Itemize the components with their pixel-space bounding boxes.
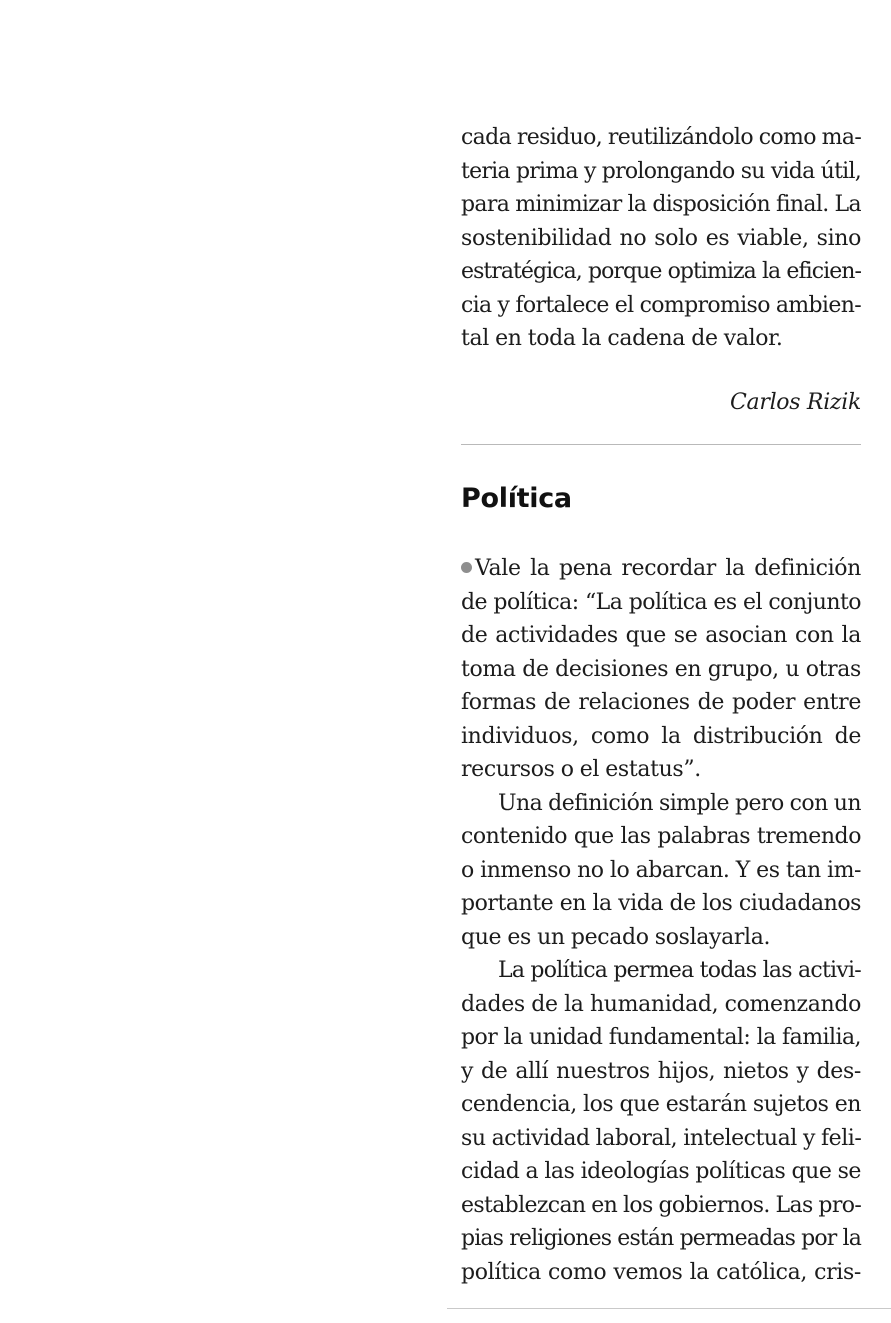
body-line: o inmenso no lo abarcan. Y es tan im-: [461, 857, 861, 883]
body-line: para minimizar la disposición final. La: [461, 192, 861, 217]
body-line: pias religiones están permeadas por la: [461, 1226, 861, 1251]
body-line: cidad a las ideologías políticas que se: [461, 1159, 861, 1184]
paragraph: [461, 787, 861, 955]
letter-continuation: [461, 121, 861, 356]
body-line: política como vemos la católica, cris-: [461, 1259, 861, 1285]
section-title: Política: [461, 483, 572, 514]
body-line: toma de decisiones en grupo, u otras: [461, 656, 861, 682]
paragraph: [461, 552, 861, 787]
body-line: de política: “La política es el conjunto: [461, 589, 861, 615]
author-signature: Carlos Rizik: [730, 390, 861, 415]
letter-body: [461, 552, 861, 1289]
paragraph: [461, 954, 861, 1289]
body-line: estratégica, porque optimiza la eficien-: [461, 259, 861, 284]
body-line: establezcan en los gobiernos. Las pro-: [461, 1192, 862, 1218]
body-line: [461, 552, 861, 586]
body-line-text: Vale la pena recordar la definición: [475, 556, 861, 581]
body-line: cada residuo, reutilizándolo como ma-: [461, 125, 862, 150]
body-line: contenido que las palabras tremendo: [461, 824, 861, 849]
page-bottom-rule: [447, 1308, 891, 1309]
body-line: Una definición simple pero con un: [498, 790, 861, 816]
body-line: recursos o el estatus”.: [461, 757, 701, 782]
body-line: tal en toda la cadena de valor.: [461, 326, 783, 351]
body-line: cia y fortalece el compromiso ambien-: [461, 292, 861, 318]
body-line: teria prima y prolongando su vida útil,: [461, 158, 861, 184]
body-line: formas de relaciones de poder entre: [461, 690, 861, 715]
body-line: que es un pecado soslayarla.: [461, 924, 771, 950]
body-line: sostenibilidad no solo es viable, sino: [461, 225, 861, 251]
body-line: dades de la humanidad, comenzando: [461, 991, 861, 1017]
body-line: su actividad laboral, intelectual y feli-: [461, 1125, 862, 1151]
bullet-icon: [461, 562, 472, 573]
body-line: portante en la vida de los ciudadanos: [461, 891, 861, 916]
body-line: de actividades que se asocian con la: [461, 623, 861, 648]
body-line: cendencia, los que estarán sujetos en: [461, 1092, 861, 1117]
body-line: y de allí nuestros hijos, nietos y des-: [461, 1058, 861, 1084]
section-divider: [461, 444, 861, 445]
body-line: La política permea todas las activi-: [498, 958, 861, 983]
body-line: individuos, como la distribución de: [461, 723, 861, 749]
body-line: por la unidad fundamental: la familia,: [461, 1025, 861, 1050]
